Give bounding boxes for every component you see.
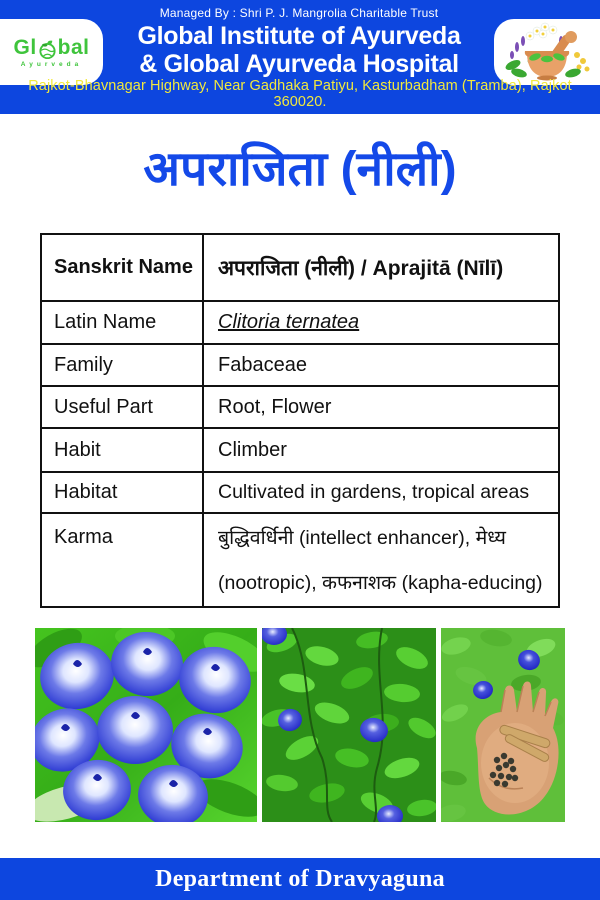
institute-name-line2: & Global Ayurveda Hospital bbox=[139, 50, 459, 78]
row-label: Karma bbox=[41, 513, 203, 607]
herbal-emblem bbox=[494, 19, 600, 85]
row-label: Family bbox=[41, 344, 203, 386]
managed-by-line: Managed By : Shri P. J. Mangrolia Charitable Trust bbox=[159, 6, 439, 20]
row-label: Latin Name bbox=[41, 301, 203, 344]
photo-butterfly-pea-flowers-closeup bbox=[35, 628, 257, 822]
logo-text-start: Gl bbox=[13, 36, 37, 59]
logo-wordmark bbox=[13, 36, 89, 60]
row-value: Fabaceae bbox=[203, 344, 559, 386]
department-name: Department of Dravyaguna bbox=[155, 865, 445, 892]
row-label: Useful Part bbox=[41, 386, 203, 428]
table-row-habit bbox=[41, 428, 559, 472]
table-row-sanskrit-name bbox=[41, 234, 559, 301]
photo-butterfly-pea-climber-foliage bbox=[262, 628, 436, 822]
row-label: Habit bbox=[41, 428, 203, 472]
table-row-useful-part bbox=[41, 386, 559, 428]
footer-bar bbox=[0, 858, 600, 900]
header-banner bbox=[0, 0, 600, 114]
table-row-karma bbox=[41, 513, 559, 607]
row-label: Sanskrit Name bbox=[41, 234, 203, 301]
table-row-habitat bbox=[41, 472, 559, 513]
header-titles bbox=[110, 6, 488, 78]
plant-title: अपराजिता (नीली) bbox=[143, 143, 457, 196]
photo-hand-with-pods-and-seeds bbox=[441, 628, 565, 822]
mortar-pestle-herbs-icon bbox=[499, 21, 595, 83]
logo-tagline: Ayurveda bbox=[20, 61, 83, 68]
logo-text-end: bal bbox=[57, 36, 90, 59]
global-ayurveda-logo bbox=[0, 19, 103, 85]
row-value: Climber bbox=[203, 428, 559, 472]
plant-info-table bbox=[40, 233, 560, 608]
institute-name-line1: Global Institute of Ayurveda bbox=[137, 22, 461, 50]
address-line: Rajkot-Bhavnagar Highway, Near Gadhaka Patiyu, Kasturbadham (Tramba), Rajkot 360020. bbox=[28, 78, 572, 110]
table-row-family bbox=[41, 344, 559, 386]
row-value: Cultivated in gardens, tropical areas bbox=[203, 472, 559, 513]
table-row-latin-name bbox=[41, 301, 559, 344]
row-value: Clitoria ternatea bbox=[203, 301, 559, 344]
row-value: बुद्धिवर्धिनी (intellect enhancer), मेध्य (nootropic), कफनाशक (kapha-educing) bbox=[203, 513, 559, 607]
photo-strip bbox=[35, 628, 565, 822]
globe-leaf-icon bbox=[38, 40, 57, 59]
row-label: Habitat bbox=[41, 472, 203, 513]
row-value: Root, Flower bbox=[203, 386, 559, 428]
row-value: अपराजिता (नीली) / Aprajitā (Nīlī) bbox=[203, 234, 559, 301]
